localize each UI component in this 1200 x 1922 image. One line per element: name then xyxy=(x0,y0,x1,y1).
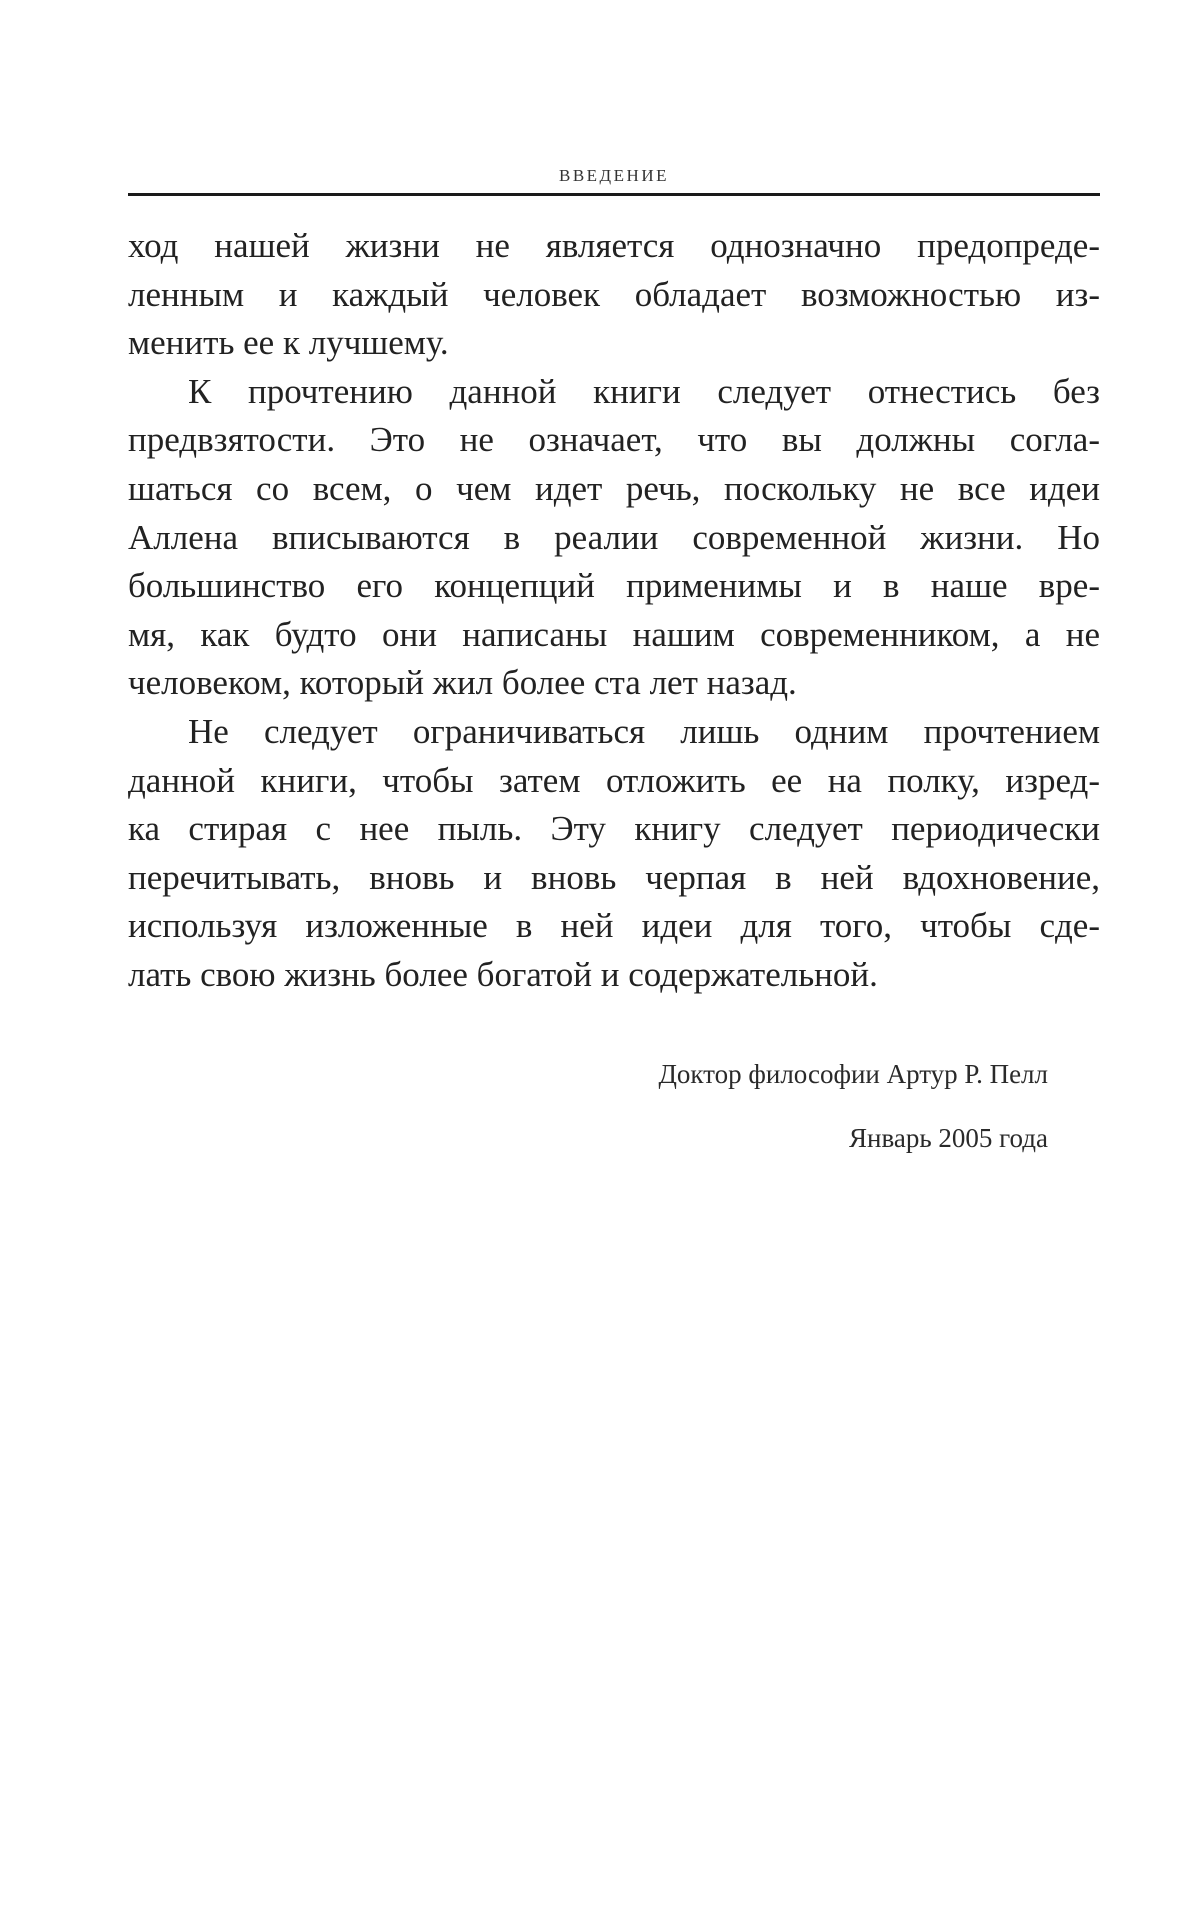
text-line: К прочтению данной книги следует отнестись без xyxy=(188,371,1100,411)
text-line: используя изложенные в ней идеи для того, чтобы сде- xyxy=(128,906,1100,946)
signature-author: Доктор философии Артур Р. Пелл xyxy=(658,1059,1048,1089)
text-line: человеком, который жил более ста лет назад. xyxy=(128,663,797,703)
text-line: менить ее к лучшему. xyxy=(128,323,449,363)
running-head: ВВЕДЕНИЕ xyxy=(559,166,669,185)
signature-block xyxy=(659,1042,1049,1170)
signature-date: Январь 2005 года xyxy=(849,1123,1048,1153)
text-line: шаться со всем, о чем идет речь, поскольку не все идеи xyxy=(128,468,1100,508)
text-line: мя, как будто они написаны нашим современником, а не xyxy=(128,614,1100,654)
header-rule xyxy=(128,193,1100,196)
text-line: Аллена вписываются в реалии современной жизни. Но xyxy=(128,517,1100,557)
text-line: большинство его концепций применимы и в наше вре- xyxy=(128,566,1100,606)
text-line: данной книги, чтобы затем отложить ее на полку, изред- xyxy=(128,760,1100,800)
text-line: предвзятости. Это не означает, что вы должны согла- xyxy=(128,420,1100,460)
text-line: ка стирая с нее пыль. Эту книгу следует периодически xyxy=(128,809,1100,849)
body-text xyxy=(128,222,1100,1000)
text-line: ленным и каждый человек обладает возможностью из- xyxy=(128,274,1100,314)
text-line: лать свою жизнь более богатой и содержательной. xyxy=(128,954,878,994)
text-line: перечитывать, вновь и вновь черпая в ней вдохновение, xyxy=(128,857,1100,897)
text-line: Не следует ограничиваться лишь одним прочтением xyxy=(188,711,1100,751)
text-line: ход нашей жизни не является однозначно предопреде- xyxy=(128,226,1100,265)
